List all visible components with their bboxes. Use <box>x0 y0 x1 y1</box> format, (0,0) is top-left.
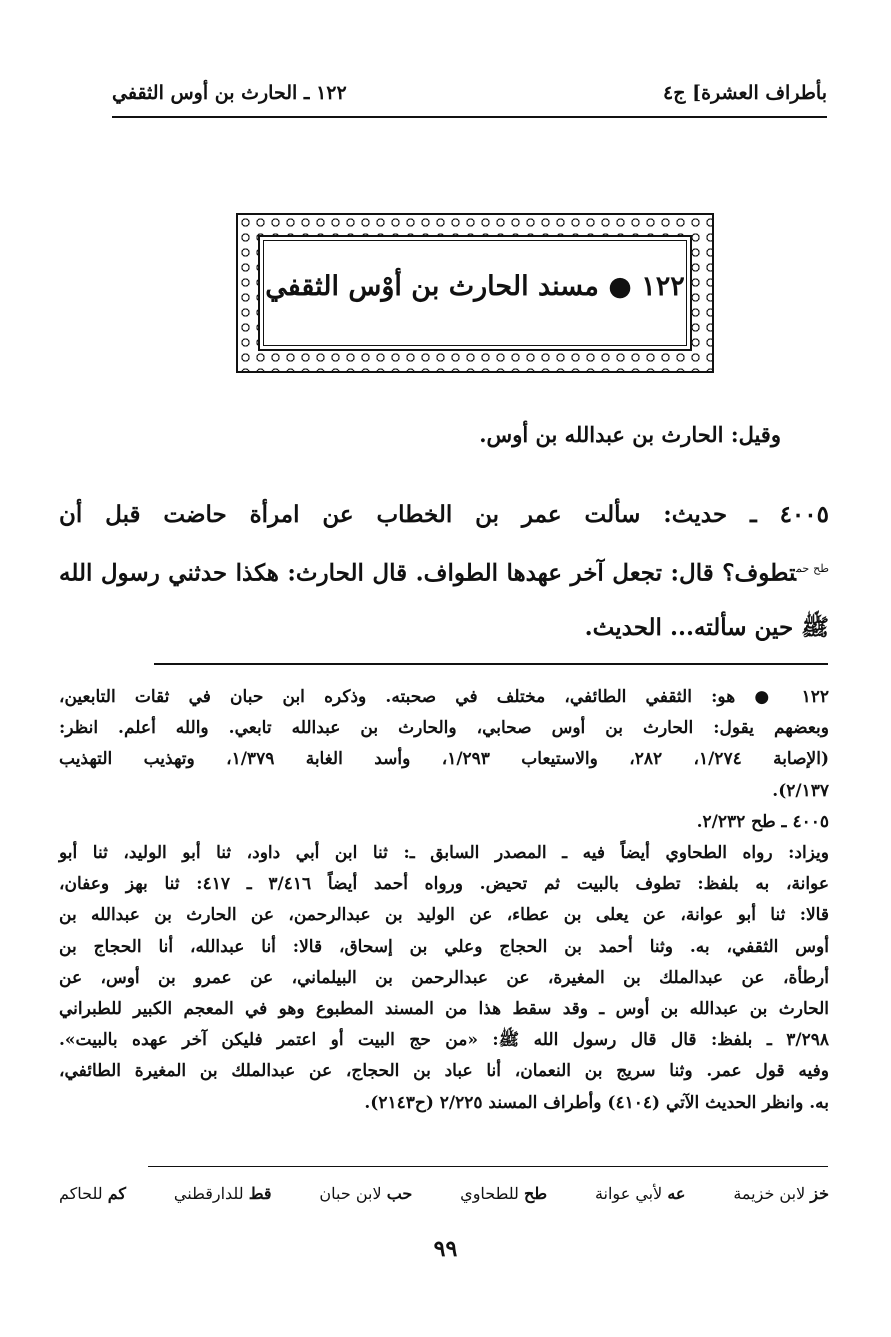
hadith-line <box>59 542 829 601</box>
hadith-line-text: تطوف؟ قال: تجعل آخر عهدها الطواف. قال الحارث: هكذا حدثني رسول الله <box>59 559 796 587</box>
page-number: ٩٩ <box>433 1236 458 1262</box>
abbreviation-item: خز لابن خزيمة <box>733 1184 829 1203</box>
source-mark: طح حم <box>796 562 829 575</box>
note-line: الحارث بن عبدالله بن أوس ـ وقد سقط هذا من المسند المطبوع وهو في المعجم الكبير للطبراني <box>59 999 829 1020</box>
footnote-rule <box>154 663 828 665</box>
note-line: ٢/١٣٧). <box>772 780 829 801</box>
note-line: وفيه قول عمر. وثنا سريج بن النعمان، أنا عباد بن الحجاج، عن عبدالملك بن المغيرة الطائفي، <box>59 1061 829 1082</box>
note-line: (الإصابة ١/٢٧٤، ٢٨٢، والاستيعاب ١/٢٩٣، وأسد الغابة ١/٣٧٩، وتهذيب التهذيب <box>59 749 830 770</box>
note-line: وبعضهم يقول: الحارث بن أوس صحابي، والحارث بن عبدالله تابعي. والله أعلم. انظر: <box>59 718 829 739</box>
header-rule <box>112 116 827 118</box>
header-book-title: بأطراف العشرة] ج٤ <box>663 82 827 104</box>
note-line: أرطأة، عن عبدالملك بن المغيرة، عن عبدالرحمن بن البيلماني، عن عمرو بن أوس، عن <box>59 967 829 988</box>
hadith-text <box>59 488 829 655</box>
note-line: به. وانظر الحديث الآتي (٤١٠٤) وأطراف المسند ٢/٢٢٥ (ح٢١٤٣). <box>364 1092 829 1113</box>
hadith-line: ٤٠٠٥ ـ حديث: سألت عمر بن الخطاب عن امرأة حاضت قبل أن <box>59 501 829 528</box>
abbreviation-item: طح للطحاوي <box>460 1184 548 1203</box>
alternate-name: وقيل: الحارث بن عبدالله بن أوس. <box>479 422 781 447</box>
running-header <box>112 78 827 118</box>
footnotes <box>59 682 829 1119</box>
hadith-line: ﷺ حين سألته... الحديث. <box>584 613 829 641</box>
abbreviation-item: عه لأبي عوانة <box>594 1184 686 1203</box>
note-line: عوانة، به بلفظ: تطوف بالبيت ثم تحيض. ورواه أحمد أيضاً ٣/٤١٦ ـ ٤١٧: ثنا بهز وعفان، <box>59 874 829 895</box>
note-line: ٣/٢٩٨ ـ بلفظ: قال قال رسول الله ﷺ: «من حج البيت أو اعتمر فليكن آخر عهده بالبيت». <box>59 1030 829 1051</box>
abbreviations-rule <box>148 1166 828 1167</box>
abbreviation-item: حب لابن حبان <box>319 1184 413 1203</box>
title-frame-inner <box>258 235 692 351</box>
note-line: ٤٠٠٥ ـ طح ٢/٢٣٢. <box>696 811 829 832</box>
ornamental-title-frame <box>236 213 714 373</box>
section-title: ١٢٢ ● مسند الحارث بن أوْس الثقفي <box>265 271 685 302</box>
note-line: قالا: ثنا أبو عوانة، عن يعلى بن عطاء، عن الوليد بن عبدالرحمن، عن الحارث بن عبدالله بن <box>59 905 829 926</box>
abbreviation-item: قط للدارقطني <box>173 1184 272 1203</box>
note-line: ويزاد: رواه الطحاوي أيضاً فيه ـ المصدر السابق ـ: ثنا ابن أبي داود، ثنا أبو الوليد، ثنا أبو <box>59 843 829 864</box>
header-section-title: ١٢٢ ـ الحارث بن أوس الثقفي <box>112 82 347 104</box>
note-line: ١٢٢ ● هو: الثقفي الطائفي، مختلف في صحبته. وذكره ابن حبان في ثقات التابعين، <box>59 687 829 707</box>
note-line: أوس الثقفي، به. وثنا أحمد بن الحجاج وعلي بن إسحاق، قالا: أنا عبدالله، أنا الحجاج بن <box>59 936 829 957</box>
abbreviation-item: كم للحاكم <box>59 1184 127 1203</box>
abbreviations-legend <box>59 1184 829 1203</box>
